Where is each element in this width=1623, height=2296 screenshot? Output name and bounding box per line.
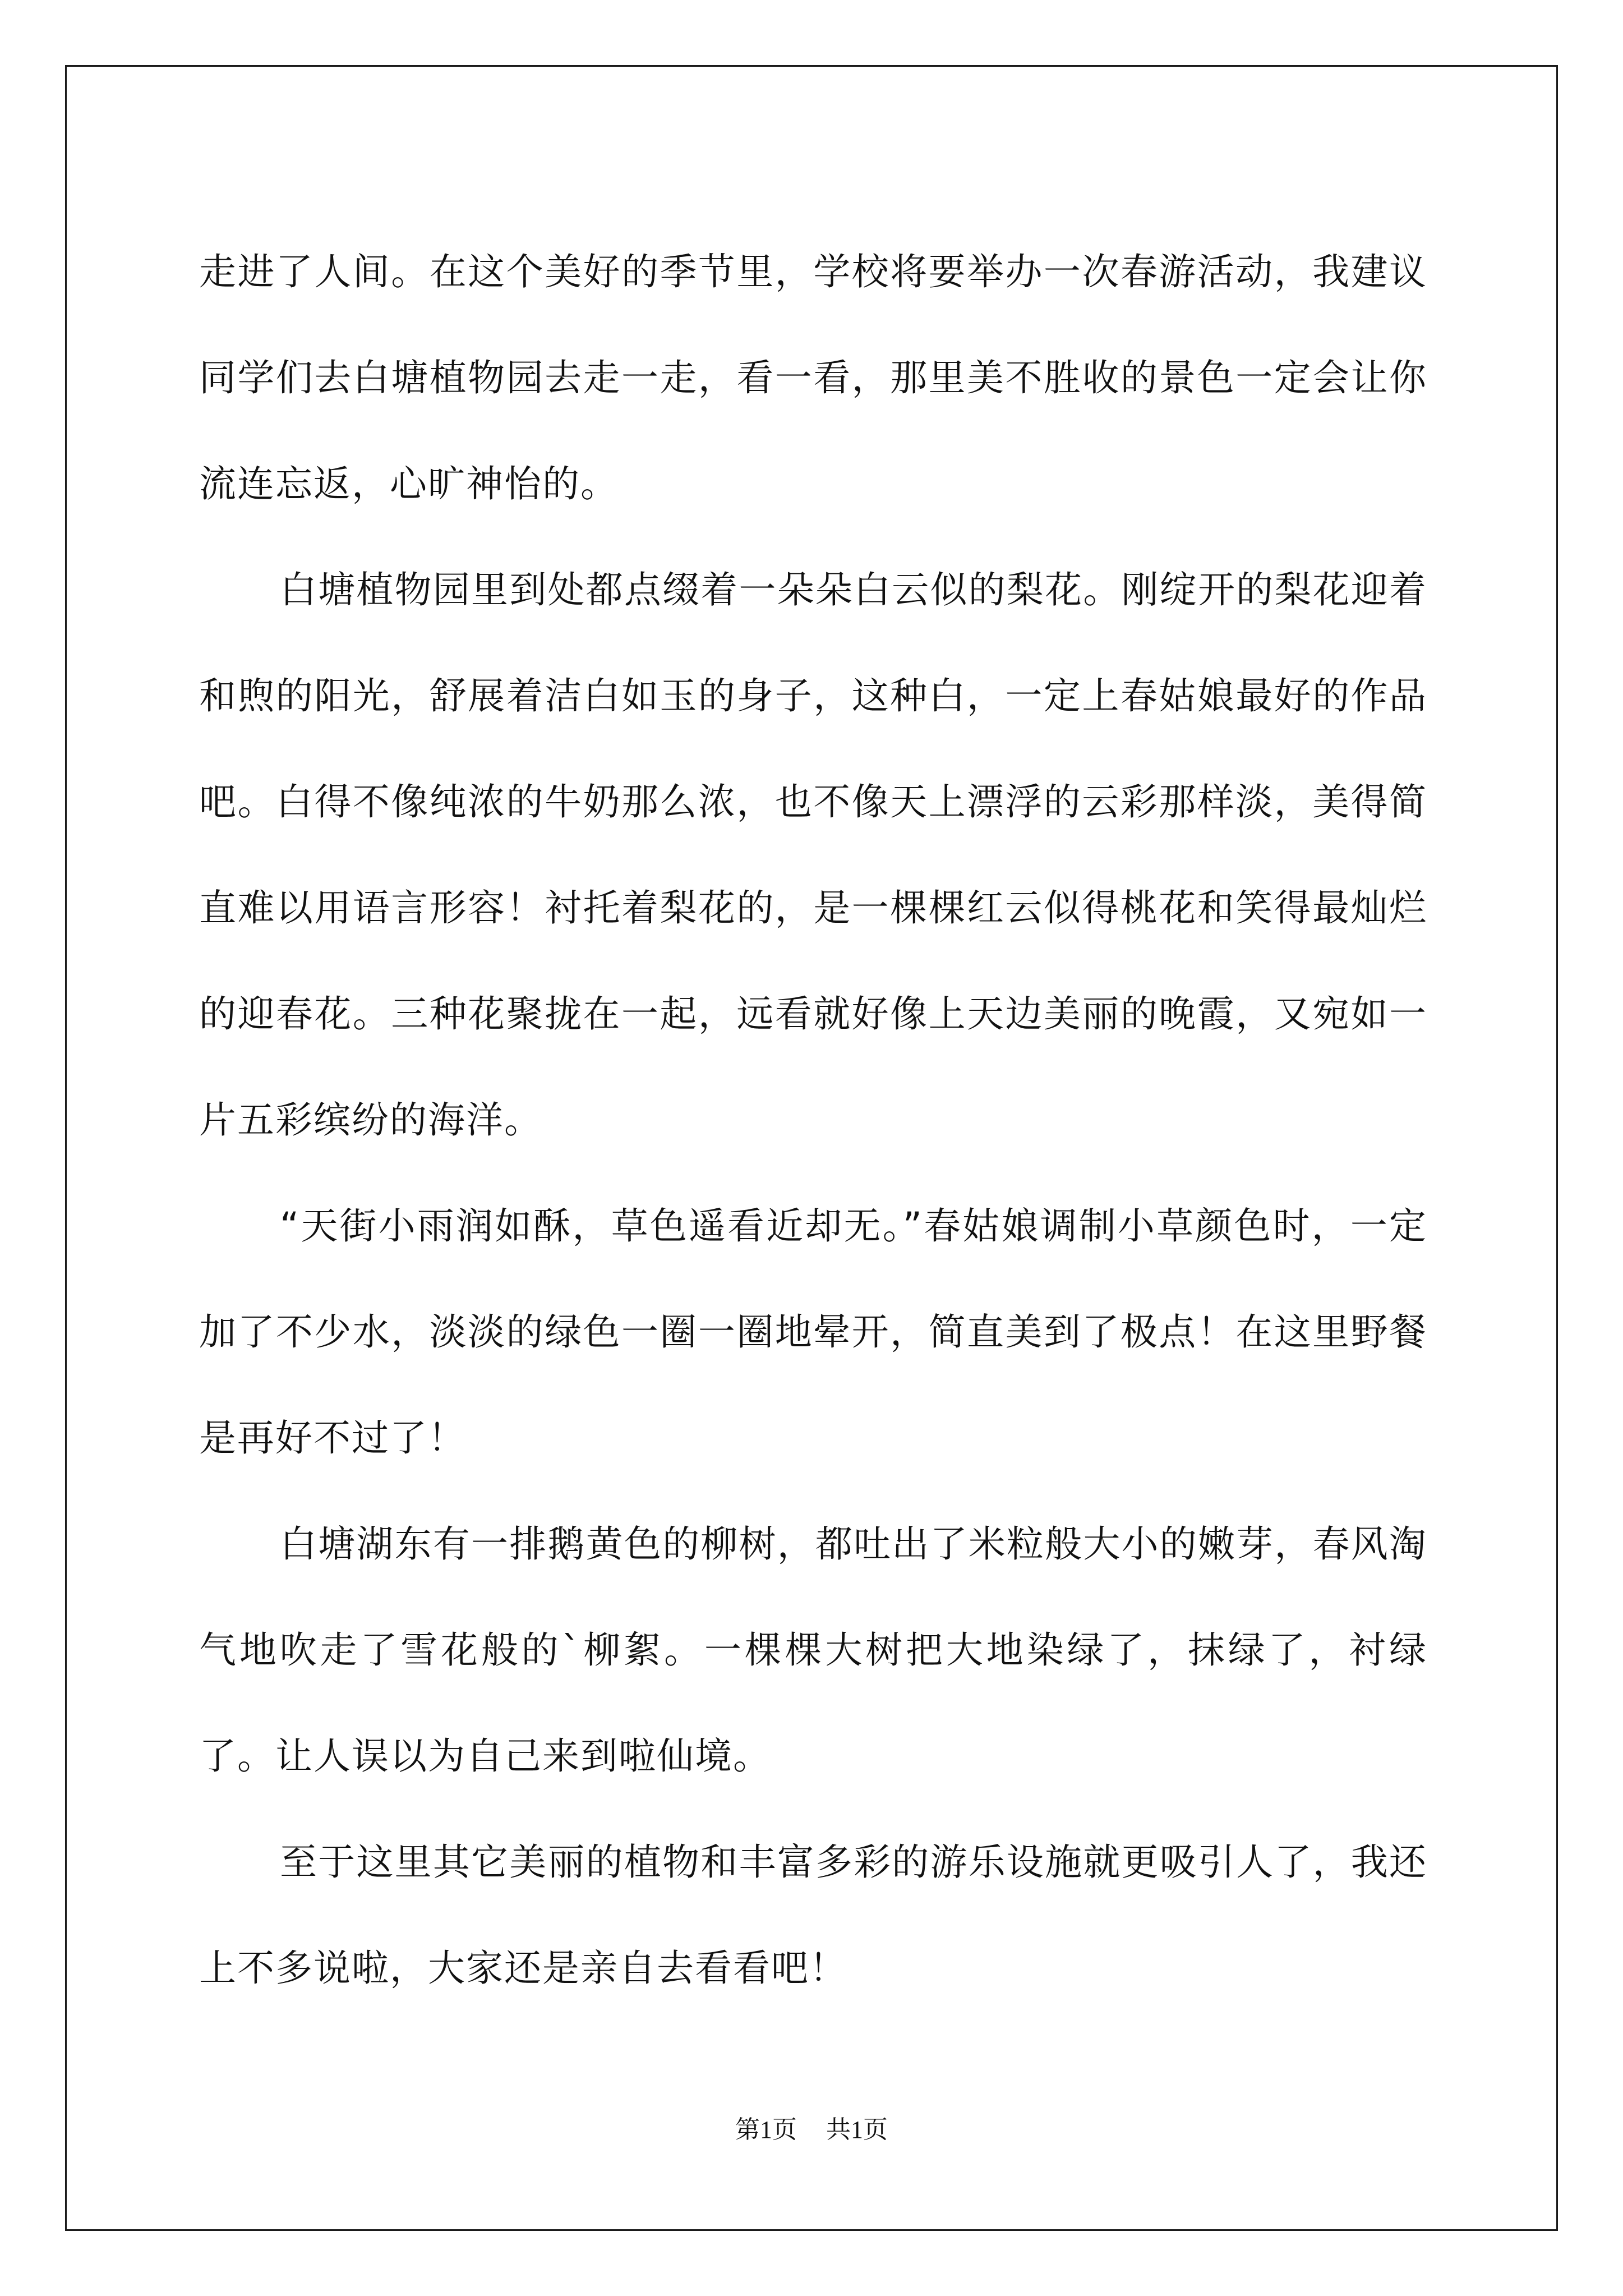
paragraph-4: 白塘湖东有一排鹅黄色的柳树，都吐出了米粒般大小的嫩芽，春风淘气地吹走了雪花般的`柳絮。一棵棵大树把大地染绿了，抹绿了，衬绿了。让人误以为自己来到啦仙境。 — [199, 1522, 1427, 1778]
paragraph-3: “天街小雨润如酥，草色遥看近却无。”春姑娘调制小草颜色时，一定加了不少水，淡淡的绿色一圈一圈地晕开，简直美到了极点！在这里野餐是再好不过了！ — [199, 1204, 1427, 1460]
paragraph-2: 白塘植物园里到处都点缀着一朵朵白云似的梨花。刚绽开的梨花迎着和煦的阳光，舒展着洁白如玉的身子，这种白，一定上春姑娘最好的作品吧。白得不像纯浓的牛奶那么浓，也不像天上漂浮的云彩那样淡，美得简直难以用语言形容！衬托着梨花的，是一棵棵红云似得桃花和笑得最灿烂的迎春花。三种花聚拢在一起，远看就好像上天边美丽的晚霞，又宛如一片五彩缤纷的海洋。 — [199, 568, 1427, 1142]
page-number: 第1页 — [735, 2116, 797, 2143]
document-body — [199, 219, 1427, 2021]
page-footer — [0, 2109, 1623, 2145]
paragraph-1: 走进了人间。在这个美好的季节里，学校将要举办一次春游活动，我建议同学们去白塘植物园去走一走，看一看，那里美不胜收的景色一定会让你流连忘返，心旷神怡的。 — [199, 250, 1427, 505]
page-total: 共1页 — [826, 2116, 888, 2143]
paragraph-5: 至于这里其它美丽的植物和丰富多彩的游乐设施就更吸引人了，我还上不多说啦，大家还是亲自去看看吧！ — [199, 1841, 1427, 1990]
